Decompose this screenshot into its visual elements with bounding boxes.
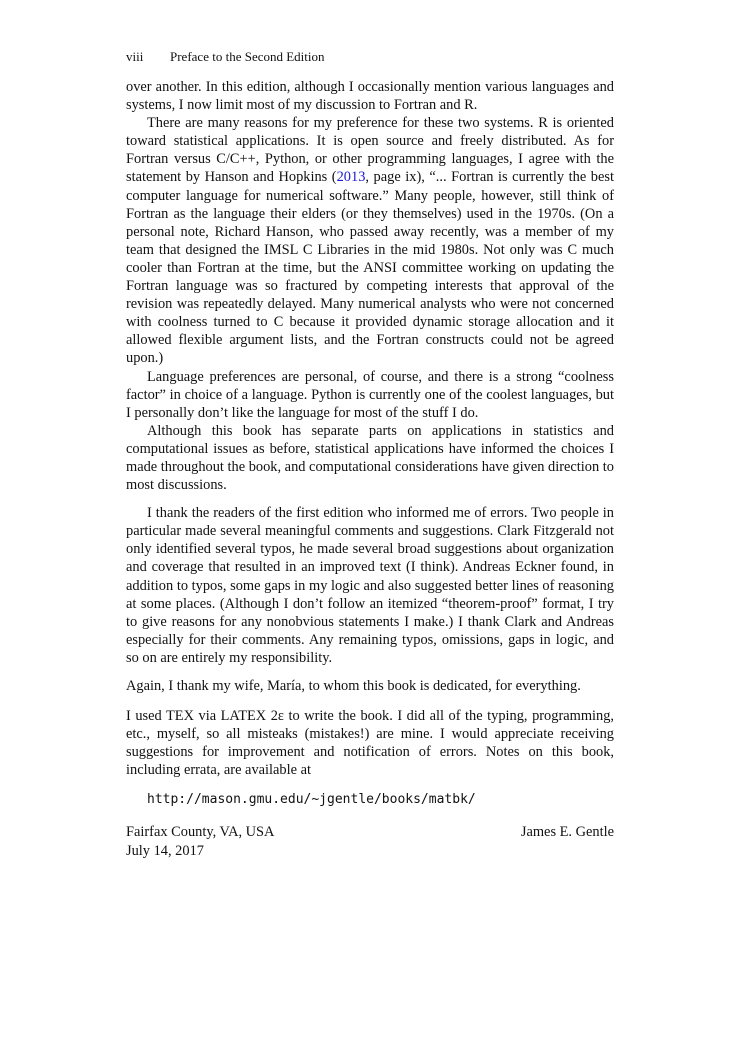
running-header xyxy=(126,48,614,66)
typesetting-text-b: to write the book. I did all of the typing, programming, etc., myself, so all misteaks (mistakes!) are mine. I would appreciate receiving suggestions for improvement and notification of errors. Notes on this book, including errata, are available at xyxy=(126,708,614,779)
typesetting-via: via xyxy=(193,708,221,725)
document-page xyxy=(126,48,614,860)
running-title: Preface to the Second Edition xyxy=(170,49,325,64)
signature-author: James E. Gentle xyxy=(520,824,614,841)
errata-url[interactable]: http://mason.gmu.edu/~jgentle/books/matbk/ xyxy=(147,792,476,808)
signature-location: Fairfax County, VA, USA xyxy=(126,824,275,841)
tex-logo: TEX xyxy=(165,708,194,725)
paragraph-2 xyxy=(126,114,614,367)
typesetting-text-a: I used xyxy=(126,708,166,725)
paragraph-2-text-a: There are many reasons for my preference for these two systems. R is oriented toward statistical applications. It is open source and freely distributed. As for Fortran versus C/C++, Python, or other programming languages, I agree with the statement by Hanson and Hopkins ( xyxy=(126,115,614,186)
paragraph-typesetting xyxy=(126,707,614,779)
paragraph-2-text-b: , page ix), “... Fortran is currently the best computer language for numerical software.” Many people, however, still think of Fortran as the language their elders (or they themselves) used in the 1970s. (On a personal note, Richard Hanson, who passed away recently, was a member of my team that designed the IMSL C Libraries in the mid 1980s. Not only was C much cooler than Fortran at the time, but the ANSI committee working on updating the Fortran language was so fractured by competing interests that approval of the revision was repeatedly delayed. Many numerical analysts who were not concerned with coolness turned to C because it provided dynamic storage allocation and it allowed flexible argument lists, and the Fortran constructs could not be agreed upon.) xyxy=(126,169,614,367)
paragraph-dedication: Again, I thank my wife, María, to whom this book is dedicated, for everything. xyxy=(126,678,581,694)
paragraph-4: Although this book has separate parts on applications in statistics and computational issues as before, statistical applications have informed the choices I made throughout the book, and computational considerations have given direction to most discussions. xyxy=(126,422,614,494)
page-number: viii xyxy=(126,49,144,64)
paragraph-1: over another. In this edition, although I occasionally mention various languages and systems, I now limit most of my discussion to Fortran and R. xyxy=(126,79,614,114)
citation-link-2013[interactable]: 2013 xyxy=(336,169,366,186)
latex-logo: LATEX 2ε xyxy=(220,708,284,725)
paragraph-acknowledgments: I thank the readers of the first edition who informed me of errors. Two people in particular made several meaningful comments and suggestions. Clark Fitzgerald not only identified several typos, he made several broad suggestions about organization and coverage that resulted in an improved text (I think). Andreas Eckner found, in addition to typos, some gaps in my logic and also suggested better lines of reasoning at some places. (Although I don’t follow an itemized “theorem-proof” format, I try to give reasons for any nonobvious statements I make.) I thank Clark and Andreas especially for their comments. Any remaining typos, omissions, gaps in logic, and so on are entirely my responsibility. xyxy=(126,505,614,666)
paragraph-3: Language preferences are personal, of course, and there is a strong “coolness factor” in choice of a language. Python is currently one of the coolest languages, but I personally don’t like the language for most of the stuff I do. xyxy=(126,368,614,421)
signature-line xyxy=(126,823,614,841)
signature-date: July 14, 2017 xyxy=(126,842,204,859)
